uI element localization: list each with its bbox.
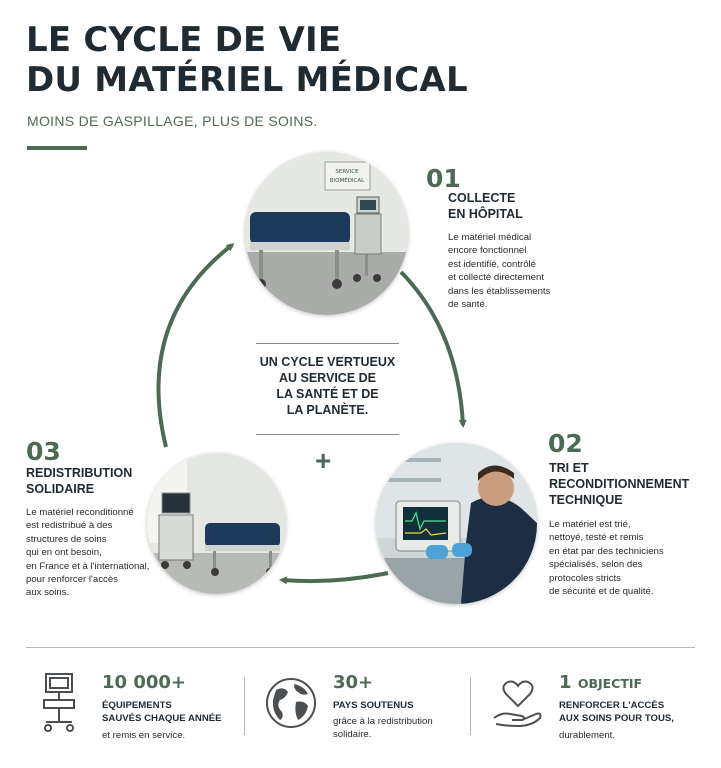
- stat-1-description: et remis en service.: [102, 730, 186, 741]
- page-subtitle: MOINS DE GASPILLAGE, PLUS DE SOINS.: [27, 113, 318, 129]
- step-2-description: Le matériel est trié, nettoyé, testé et remis en état par des techniciens spécialisés, selon des protocoles stricts de sécurité et de qualité.: [549, 519, 664, 598]
- plus-icon: +: [315, 445, 332, 476]
- center-bottom-rule: [256, 434, 399, 435]
- step-1-number: 01: [426, 164, 461, 193]
- stats-divider: [26, 647, 695, 648]
- stat-3-word: OBJECTIF: [577, 676, 643, 691]
- redistribution-photo: [147, 453, 286, 594]
- stat-1-value: 10 000+: [102, 672, 186, 693]
- sign-text-1: SERVICE: [335, 169, 359, 175]
- stat-3-description: durablement.: [559, 730, 615, 741]
- title-line-2: DU MATÉRIEL MÉDICAL: [26, 60, 468, 100]
- title-line-1: LE CYCLE DE VIE: [26, 20, 342, 60]
- stat-2-description: grâce à la redistribution solidaire.: [333, 716, 433, 740]
- step-1-title: COLLECTE EN HÔPITAL: [448, 191, 523, 221]
- sign-text-2: BIOMÉDICAL: [329, 178, 365, 184]
- step-2-title: TRI ET RECONDITIONNEMENT TECHNIQUE: [549, 461, 690, 507]
- arrow-redistribute-to-collect: [158, 245, 232, 447]
- stat-3-number: 1: [559, 672, 572, 693]
- heart-hand-icon: [492, 676, 544, 730]
- medical-cart-icon: [40, 670, 80, 736]
- stat-2-label: PAYS SOUTENUS: [333, 700, 414, 711]
- stat-2-value: 30+: [333, 672, 374, 693]
- center-top-rule: [256, 343, 399, 344]
- center-message: UN CYCLE VERTUEUX AU SERVICE DE LA SANTÉ ET DE LA PLANÈTE.: [259, 355, 396, 417]
- step-3-description: Le matériel reconditionné est redistribué à des structures de soins qui en ont besoin, en France et à l'international, pour renforcer l'accès aux soins.: [26, 507, 150, 599]
- stat-3-value: [559, 672, 642, 693]
- stat-separator: [244, 677, 245, 735]
- stat-1-label: ÉQUIPEMENTS SAUVÉS CHAQUE ANNÉE: [102, 700, 222, 724]
- step-1-description: Le matériel médical encore fonctionnel est identifié, contrôlé et collecté directement dans les établissements de santé.: [448, 232, 551, 311]
- reconditioning-photo: [376, 443, 537, 604]
- stat-separator: [470, 677, 471, 735]
- globe-icon: [264, 676, 318, 730]
- arrow-sort-to-redistribute: [282, 573, 388, 581]
- step-3-number: 03: [26, 437, 61, 466]
- step-3-title: REDISTRIBUTION SOLIDAIRE: [26, 466, 133, 496]
- stat-3-label: RENFORCER L'ACCÈS AUX SOINS POUR TOUS,: [559, 700, 674, 724]
- step-2-number: 02: [548, 429, 583, 458]
- hospital-collection-photo: [245, 152, 408, 315]
